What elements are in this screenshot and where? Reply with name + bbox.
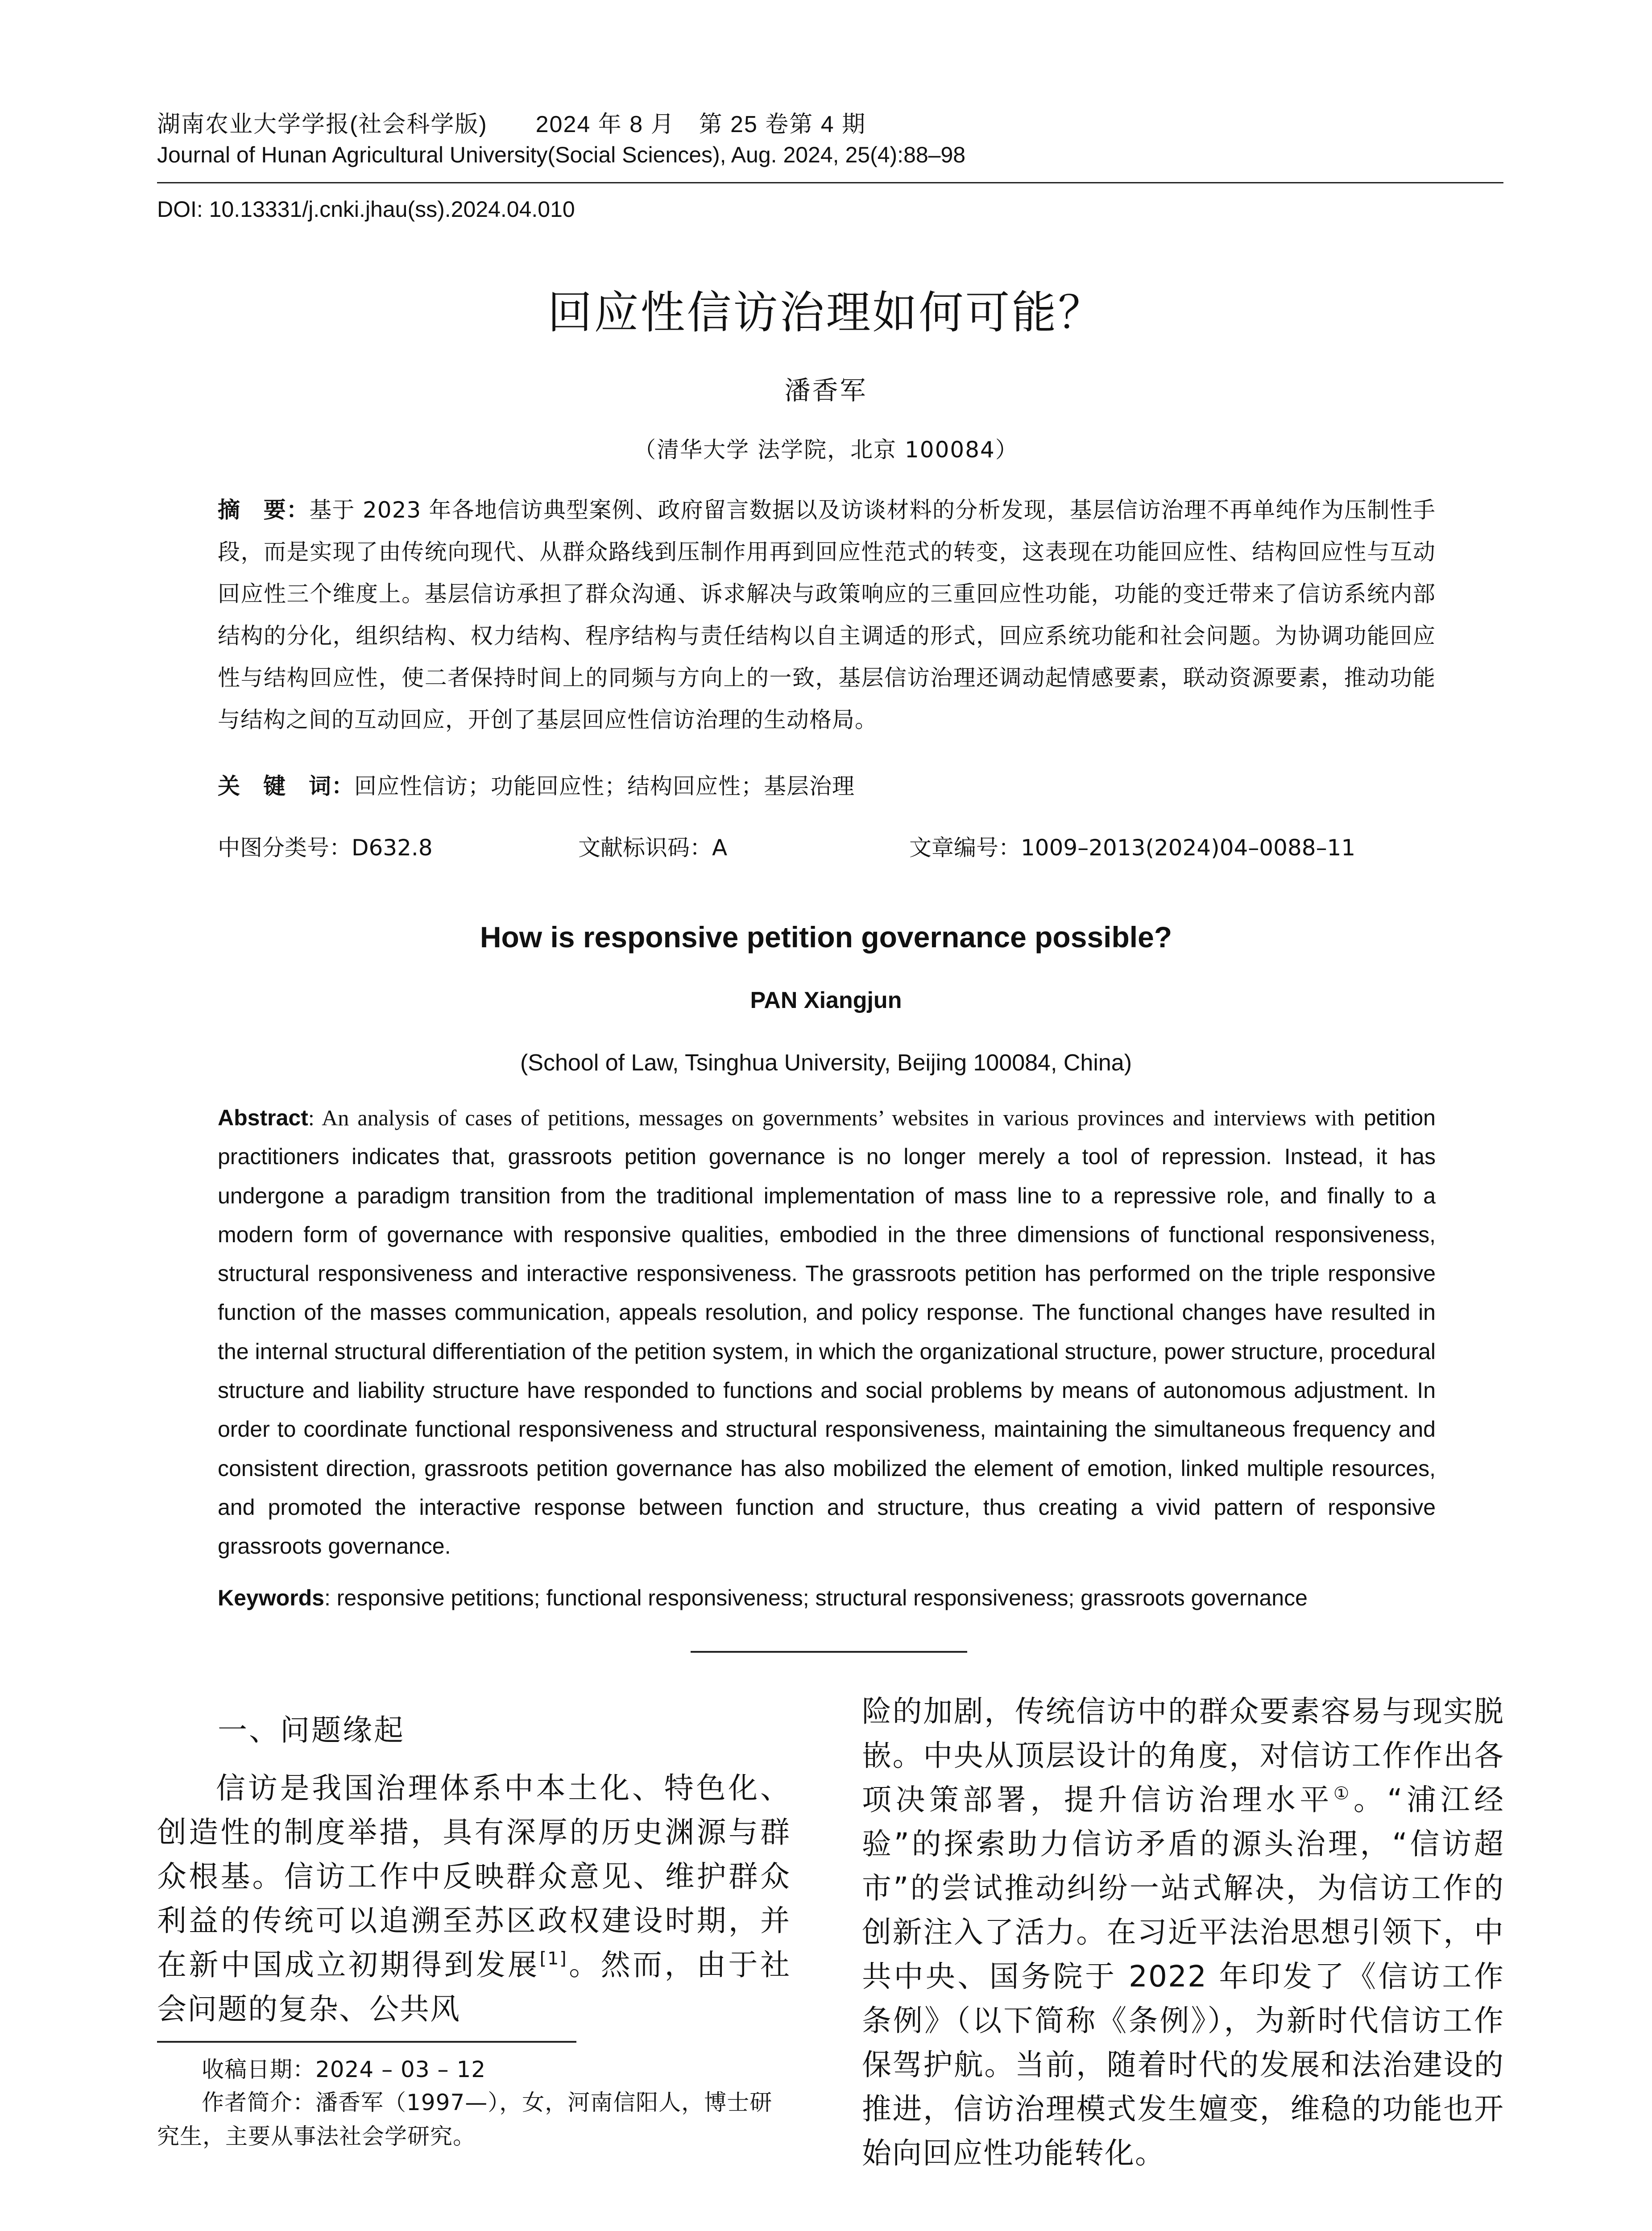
document-code: 文献标识码：A bbox=[578, 835, 728, 861]
footnote-ref[interactable]: ① bbox=[1333, 1783, 1354, 1804]
section-separator bbox=[691, 1651, 967, 1653]
keywords-label-cn: 关 键 词： bbox=[218, 773, 354, 799]
author-cn: 潘香军 bbox=[784, 375, 868, 406]
abstract-en bbox=[218, 1099, 1436, 1566]
abstract-text-en-line1: : An analysis of cases of petitions, messages on governments’ websites in various provinces and interviews with bbox=[308, 1105, 1355, 1130]
keywords-en bbox=[218, 1585, 1436, 1611]
section-heading: 一、问题缘起 bbox=[218, 1713, 405, 1747]
right-text-a: 险的加剧，传统信访中的群众要素容易与现实脱嵌。中央从顶层设计的角度，对信访工作作出各项决策部署，提升信访治理水平 bbox=[862, 1694, 1504, 1817]
affiliation-en: (School of Law, Tsinghua University, Beijing 100084, China) bbox=[520, 1050, 1132, 1076]
body-paragraph-right bbox=[862, 1689, 1504, 2175]
footnote-rule bbox=[157, 2041, 576, 2043]
abstract-label-en: Abstract bbox=[218, 1105, 308, 1130]
right-text-b: 。“浦江经验”的探索助力信访矛盾的源头治理，“信访超市”的尝试推动纠纷一站式解决，为信访工作的创新注入了活力。在习近平法治思想引领下，中共中央、国务院于 2022 年印发了《信访工作条例》（以下简称《条例》），为新时代信访工作保驾护航。当前，随着时代的发展和法治建设的推进，信访治理模式发生嬗变，维稳的功能也开始向回应性功能转化。 bbox=[862, 1783, 1505, 2170]
abstract-text-en: petition practitioners indicates that, grassroots petition governance is no longer merely a tool of repression. Instead, it has undergone a paradigm transition from the traditional implementation of mass line to a repressive role, and finally to a modern form of governance with responsive qualities, embodied in the three dimensions of functional responsiveness, structural responsiveness and interactive responsiveness. The grassroots petition has performed on the triple responsive function of the masses communication, appeals resolution, and policy response. The functional changes have resulted in the internal structural differentiation of the petition system, in which the organizational structure, power structure, procedural structure and liability structure have responded to functions and social problems by means of autonomous adjustment. In order to coordinate functional responsiveness and structural responsiveness, maintaining the simultaneous frequency and consistent direction, grassroots petition governance has also mobilized the element of emotion, linked multiple resources, and promoted the interactive response between function and structure, thus creating a vivid pattern of responsive grassroots governance. bbox=[218, 1105, 1436, 1559]
abstract-cn bbox=[218, 489, 1436, 741]
abstract-label-cn: 摘 要： bbox=[218, 497, 310, 523]
abstract-text-cn: 基于 2023 年各地信访典型案例、政府留言数据以及访谈材料的分析发现，基层信访治理不再单纯作为压制性手段，而是实现了由传统向现代、从群众路线到压制作用再到回应性范式的转变，这表现在功能回应性、结构回应性与互动回应性三个维度上。基层信访承担了群众沟通、诉求解决与政策响应的三重回应性功能，功能的变迁带来了信访系统内部结构的分化，组织结构、权力结构、程序结构与责任结构以自主调适的形式，回应系统功能和社会问题。为协调功能回应性与结构回应性，使二者保持时间上的同频与方向上的一致，基层信访治理还调动起情感要素，联动资源要素，推动功能与结构之间的互动回应，开创了基层回应性信访治理的生动格局。 bbox=[218, 497, 1436, 733]
received-date: 收稿日期：2024 – 03 – 12 bbox=[202, 2057, 486, 2082]
keywords-cn bbox=[218, 768, 1436, 800]
keywords-label-en: Keywords bbox=[218, 1585, 324, 1610]
article-number: 文章编号：1009–2013(2024)04–0088–11 bbox=[909, 835, 1356, 861]
left-text-b: 。然而，由于社会问题的复杂、公共风 bbox=[157, 1948, 791, 2026]
left-text-a: 信访是我国治理体系中本土化、特色化、创造性的制度举措，具有深厚的历史渊源与群众根基。信访工作中反映群众意见、维护群众利益的传统可以追溯至苏区政权建设时期，并在新中国成立初期得到发展 bbox=[157, 1771, 791, 1982]
doi: DOI: 10.13331/j.cnki.jhau(ss).2024.04.010 bbox=[157, 197, 575, 222]
author-bio: 作者简介：潘香军（1997—），女，河南信阳人，博士研究生，主要从事法社会学研究。 bbox=[157, 2090, 773, 2149]
article-title-en: How is responsive petition governance possible? bbox=[480, 921, 1172, 954]
affiliation-cn: （清华大学 法学院，北京 100084） bbox=[633, 437, 1019, 463]
classification-number: 中图分类号：D632.8 bbox=[218, 835, 433, 861]
author-en: PAN Xiangjun bbox=[750, 987, 902, 1013]
body-paragraph-left bbox=[157, 1766, 791, 2031]
article-title-cn: 回应性信访治理如何可能？ bbox=[547, 286, 1105, 339]
keywords-text-cn: 回应性信访；功能回应性；结构回应性；基层治理 bbox=[354, 773, 855, 799]
header-rule bbox=[157, 182, 1503, 183]
journal-header-cn: 湖南农业大学学报(社会科学版) 2024 年 8 月 第 25 卷第 4 期 bbox=[157, 112, 866, 137]
citation-ref[interactable]: [1] bbox=[539, 1948, 567, 1969]
journal-header-en: Journal of Hunan Agricultural University(Social Sciences), Aug. 2024, 25(4):88–98 bbox=[157, 142, 966, 167]
keywords-text-en: : responsive petitions; functional responsiveness; structural responsiveness; grassroots governance bbox=[324, 1585, 1308, 1610]
